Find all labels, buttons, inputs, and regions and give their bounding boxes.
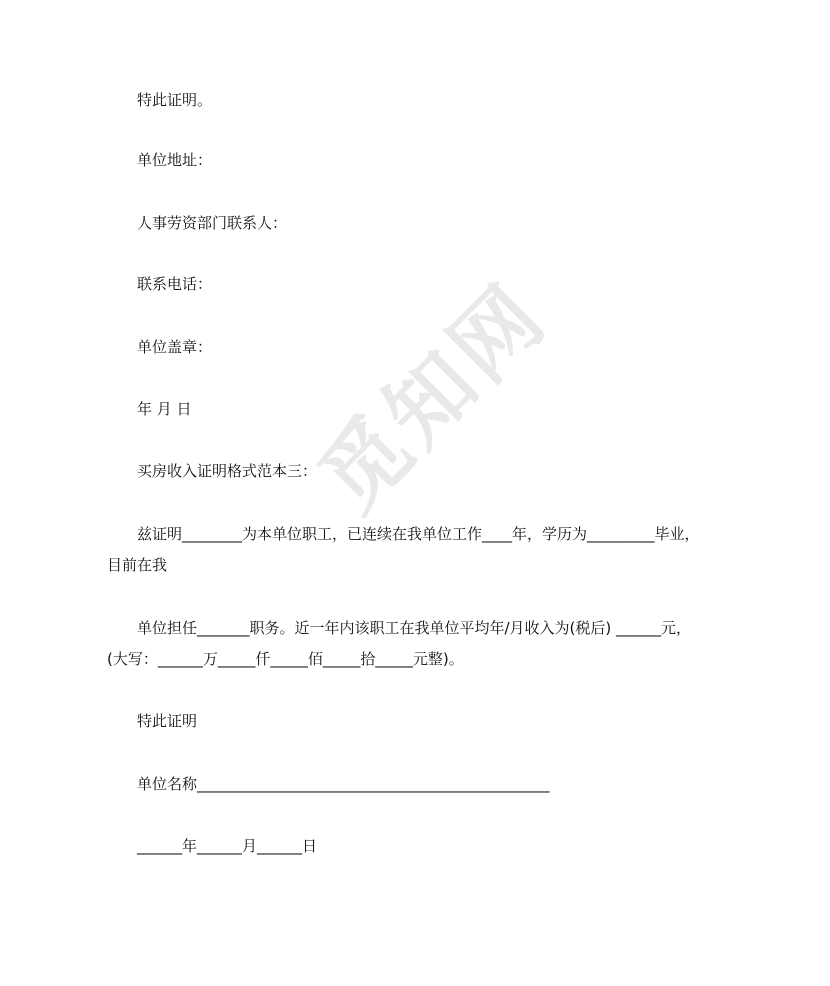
contact-phone-label: 联系电话： [137,275,213,293]
template-heading: 买房收入证明格式范本三： [137,462,318,480]
date-line: 年 月 日 [137,400,192,418]
closing-statement-2: 特此证明 [137,712,198,730]
unit-address-label: 单位地址： [137,151,213,169]
hr-contact-label: 人事劳资部门联系人： [137,214,288,232]
watermark: 觅知网 [300,264,567,531]
income-paragraph-line-1: 单位担任_______职务。近一年内该职工在我单位平均年/月收入为(税后) ______元， [137,619,692,637]
income-paragraph-line-2: (大写：______万_____仟_____佰_____拾_____元整)。 [107,650,464,668]
certificate-paragraph-line-2: 目前在我 [107,556,168,574]
unit-name-line: 单位名称_______________________________________________ [137,775,550,793]
closing-statement: 特此证明。 [137,91,213,109]
signature-date-line: ______年______月______日 [137,837,318,855]
certificate-paragraph-line-1: 兹证明________为本单位职工，已连续在我单位工作____年，学历为_________毕业， [137,525,700,543]
unit-seal-label: 单位盖章： [137,338,213,356]
